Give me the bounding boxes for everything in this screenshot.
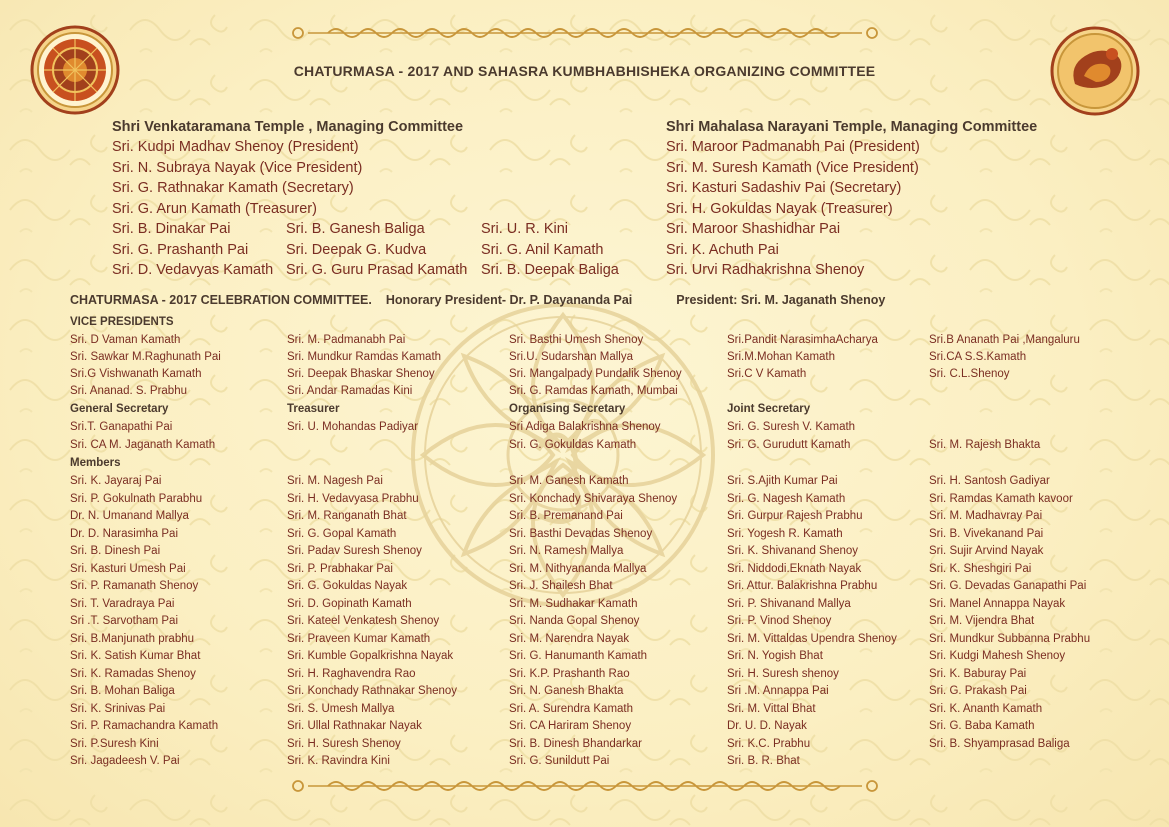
list-item: Sri. P. Vinod Shenoy — [727, 615, 832, 627]
list-item: Sri. Mundkur Ramdas Kamath — [287, 351, 442, 363]
list-item: Sri. B. R. Bhat — [727, 755, 800, 767]
member-line: Sri. Kasturi Sadashiv Pai (Secretary) — [666, 180, 902, 196]
list-item: Sri. K. Srinivas Pai — [70, 702, 166, 715]
list-item: Sri. Basthi Umesh Shenoy — [509, 334, 644, 346]
list-item: Sri. Padav Suresh Shenoy — [287, 545, 422, 557]
member-line: Sri. Maroor Padmanabh Pai (President) — [666, 139, 920, 155]
member-line: Sri. Kudpi Madhav Shenoy (President) — [112, 139, 359, 155]
member-line: Sri. B. Deepak Baliga — [481, 262, 619, 278]
page-title: CHATURMASA - 2017 AND SAHASRA KUMBHABHISHEKA ORGANIZING COMMITTEE — [293, 63, 876, 79]
honorary-president: Honorary President- Dr. P. Dayananda Pai — [385, 293, 633, 307]
member-line: Sri. B. Ganesh Baliga — [286, 221, 425, 237]
list-item: Sri.G Vishwanath Kamath — [70, 368, 202, 380]
list-item: Sri. A. Surendra Kamath — [509, 702, 634, 715]
list-item: Sri.Pandit NarasimhaAcharya — [727, 334, 878, 346]
list-item: Dr. D. Narasimha Pai — [70, 527, 179, 540]
list-item: Sri. B.Manjunath prabhu — [70, 632, 195, 645]
list-item: Sri. K. Sheshgiri Pai — [929, 562, 1032, 575]
list-item: Sri. N. Ganesh Bhakta — [509, 685, 624, 697]
list-item: Sri. G. Baba Kamath — [929, 720, 1035, 732]
list-item: Sri. M. Ganesh Kamath — [509, 475, 629, 487]
list-item: Sri. Kasturi Umesh Pai — [70, 562, 186, 575]
president: President: Sri. M. Jaganath Shenoy — [676, 293, 886, 307]
member-line: Sri. Maroor Shashidhar Pai — [666, 221, 841, 237]
member-line: Sri. B. Dinakar Pai — [112, 221, 231, 237]
list-item: Sri. H. Vedavyasa Prabhu — [287, 492, 419, 505]
mahalasa-heading: Shri Mahalasa Narayani Temple, Managing Committee — [666, 119, 1038, 135]
celebration-title: CHATURMASA - 2017 CELEBRATION COMMITTEE. — [70, 293, 372, 307]
list-item: Sri. Basthi Devadas Shenoy — [509, 527, 653, 540]
list-item: Sri. Attur. Balakrishna Prabhu — [727, 580, 878, 592]
list-item: Sri. H. Raghavendra Rao — [287, 667, 416, 680]
top-ornamental-divider-icon — [288, 24, 882, 42]
list-item: Sri.B Ananath Pai ,Mangaluru — [929, 334, 1080, 346]
member-line: Sri. D. Vedavyas Kamath — [112, 262, 274, 278]
list-item: Sri .M. Annappa Pai — [727, 685, 829, 697]
list-item: Sri. S. Umesh Mallya — [287, 702, 395, 715]
list-item: Sri. M. Vittaldas Upendra Shenoy — [727, 632, 897, 645]
member-line: Sri. G. Rathnakar Kamath (Secretary) — [112, 180, 354, 196]
list-item: Sri.U. Sudarshan Mallya — [509, 351, 633, 363]
list-item: Sri. C.L.Shenoy — [929, 368, 1010, 380]
member-line: Sri. G. Anil Kamath — [481, 242, 604, 258]
member-line: Sri. G. Guru Prasad Kamath — [286, 262, 468, 278]
member-line: Sri. Urvi Radhakrishna Shenoy — [666, 262, 865, 278]
list-item: Sri .T. Sarvotham Pai — [70, 615, 179, 627]
list-item: Sri. P. Gokulnath Parabhu — [70, 492, 203, 505]
section-treasurer: Treasurer — [287, 403, 340, 415]
list-item: Sri. P. Ramachandra Kamath — [70, 720, 219, 732]
list-item: Sri. Yogesh R. Kamath — [727, 527, 843, 540]
list-item: Sri. S.Ajith Kumar Pai — [727, 475, 838, 487]
section-joint-secretary: Joint Secretary — [727, 403, 811, 415]
list-item: Sri. B. Shyamprasad Baliga — [929, 737, 1070, 750]
list-item: Sri. M. Rajesh Bhakta — [929, 439, 1041, 451]
list-item: Sri. K. Baburay Pai — [929, 667, 1027, 680]
list-item: Sri. Kateel Venkatesh Shenoy — [287, 615, 440, 627]
list-item: Sri. Sawkar M.Raghunath Pai — [70, 351, 221, 363]
list-item: Sri. G. Suresh V. Kamath — [727, 421, 856, 433]
list-item: Sri. H. Suresh Shenoy — [287, 737, 401, 750]
member-line: Sri. N. Subraya Nayak (Vice President) — [112, 160, 363, 176]
member-line: Sri. H. Gokuldas Nayak (Treasurer) — [666, 201, 893, 217]
list-item: Sri. Ramdas Kamath kavoor — [929, 492, 1073, 505]
list-item: Sri. M. Nagesh Pai — [287, 475, 383, 487]
list-item: Sri. Gurpur Rajesh Prabhu — [727, 510, 863, 522]
list-item: Sri.C V Kamath — [727, 368, 807, 380]
list-item: Sri. K. Ananth Kamath — [929, 702, 1043, 715]
list-item: Sri. M. Narendra Nayak — [509, 632, 630, 645]
list-item: Sri. K. Ravindra Kini — [287, 755, 390, 767]
list-item: Sri. M. Vittal Bhat — [727, 702, 816, 715]
list-item: Sri. G. Gokuldas Nayak — [287, 580, 408, 592]
list-item: Sri. Mundkur Subbanna Prabhu — [929, 632, 1091, 645]
list-item: Sri. B. Vivekanand Pai — [929, 527, 1044, 540]
list-item: Sri. P. Ramanath Shenoy — [70, 580, 199, 592]
list-item: Sri. G. Devadas Ganapathi Pai — [929, 580, 1087, 592]
list-item: Sri. Sujir Arvind Nayak — [929, 545, 1044, 557]
venkataramana-heading: Shri Venkataramana Temple , Managing Committee — [112, 119, 464, 135]
list-item: Sri. Kudgi Mahesh Shenoy — [929, 650, 1066, 662]
list-item: Sri. M. Nithyananda Mallya — [509, 562, 647, 575]
list-item: Sri. H. Suresh shenoy — [727, 667, 839, 680]
list-item: Sri. G. Nagesh Kamath — [727, 492, 846, 505]
section-vice-presidents: VICE PRESIDENTS — [70, 316, 174, 328]
list-item: Sri. G. Sunildutt Pai — [509, 755, 610, 767]
list-item: Sri. T. Varadraya Pai — [70, 597, 175, 610]
list-item: Sri. D Vaman Kamath — [70, 334, 181, 346]
list-item: Sri. B. Mohan Baliga — [70, 685, 175, 697]
list-item: Sri. K.C. Prabhu — [727, 737, 811, 750]
list-item: Sri. K. Ramadas Shenoy — [70, 667, 196, 680]
list-item: Sri. Kumble Gopalkrishna Nayak — [287, 650, 454, 662]
list-item: Sri. K.P. Prashanth Rao — [509, 667, 630, 680]
list-item: Sri. Andar Ramadas Kini — [287, 385, 413, 397]
list-item: Sri. J. Shailesh Bhat — [509, 580, 613, 592]
list-item: Sri. G. Gopal Kamath — [287, 527, 397, 540]
list-item: Sri. P. Prabhakar Pai — [287, 562, 393, 575]
list-item: Sri. B. Dinesh Bhandarkar — [509, 737, 642, 750]
list-item: Sri. G. Gurudutt Kamath — [727, 439, 851, 451]
list-item: Sri. M. Sudhakar Kamath — [509, 597, 638, 610]
list-item: Sri. G. Prakash Pai — [929, 685, 1027, 697]
member-line: Sri. G. Prashanth Pai — [112, 242, 249, 258]
list-item: Sri. M. Madhavray Pai — [929, 510, 1043, 522]
list-item: Sri. G. Gokuldas Kamath — [509, 439, 637, 451]
list-item: Sri. Konchady Shivaraya Shenoy — [509, 492, 678, 505]
list-item: Sri. B. Premanand Pai — [509, 510, 623, 522]
list-item: Sri. M. Vijendra Bhat — [929, 615, 1035, 627]
section-members: Members — [70, 457, 121, 469]
celebration-heading — [70, 293, 899, 307]
list-item: Sri. Praveen Kumar Kamath — [287, 632, 431, 645]
member-line: Sri. M. Suresh Kamath (Vice President) — [666, 160, 919, 176]
list-item: Sri. B. Dinesh Pai — [70, 545, 161, 557]
list-item: Sri. D. Gopinath Kamath — [287, 597, 412, 610]
list-item: Dr. U. D. Nayak — [727, 720, 807, 732]
list-item: Sri. G. Ramdas Kamath, Mumbai — [509, 385, 678, 397]
section-organising-secretary: Organising Secretary — [509, 403, 626, 415]
list-item: Sri. P. Shivanand Mallya — [727, 597, 851, 610]
list-item: Sri. M. Padmanabh Pai — [287, 334, 406, 346]
list-item: Sri.CA S.S.Kamath — [929, 351, 1027, 363]
list-item: Sri. CA Hariram Shenoy — [509, 720, 632, 732]
list-item: Sri. Niddodi.Eknath Nayak — [727, 562, 862, 575]
list-item: Sri. N. Ramesh Mallya — [509, 545, 624, 557]
member-line: Sri. K. Achuth Pai — [666, 242, 779, 258]
list-item: Sri. Ullal Rathnakar Nayak — [287, 720, 422, 732]
list-item: Sri. Konchady Rathnakar Shenoy — [287, 685, 458, 697]
list-item: Sri. K. Satish Kumar Bhat — [70, 650, 201, 662]
list-item: Sri Adiga Balakrishna Shenoy — [509, 421, 661, 433]
list-item: Sri. K. Jayaraj Pai — [70, 475, 162, 487]
member-line: Sri. U. R. Kini — [481, 221, 569, 237]
list-item: Sri. K. Shivanand Shenoy — [727, 545, 859, 557]
list-item: Sri. Nanda Gopal Shenoy — [509, 615, 640, 627]
list-item: Sri. Manel Annappa Nayak — [929, 597, 1066, 610]
member-line: Sri. G. Arun Kamath (Treasurer) — [112, 201, 317, 217]
list-item: Sri. U. Mohandas Padiyar — [287, 421, 419, 433]
section-general-secretary: General Secretary — [70, 403, 169, 415]
list-item: Sri. Mangalpady Pundalik Shenoy — [509, 368, 682, 380]
list-item: Sri. G. Hanumanth Kamath — [509, 650, 648, 662]
list-item: Dr. N. Umanand Mallya — [70, 510, 189, 522]
list-item: Sri. CA M. Jaganath Kamath — [70, 439, 216, 451]
bottom-ornamental-divider-icon — [288, 777, 882, 795]
list-item: Sri. M. Ranganath Bhat — [287, 510, 407, 522]
list-item: Sri. Jagadeesh V. Pai — [70, 755, 180, 767]
list-item: Sri. P.Suresh Kini — [70, 737, 159, 750]
list-item: Sri. Deepak Bhaskar Shenoy — [287, 368, 435, 380]
list-item: Sri.T. Ganapathi Pai — [70, 421, 173, 433]
list-item: Sri. Ananad. S. Prabhu — [70, 385, 187, 397]
list-item: Sri.M.Mohan Kamath — [727, 351, 836, 363]
member-line: Sri. Deepak G. Kudva — [286, 242, 427, 258]
list-item: Sri. H. Santosh Gadiyar — [929, 475, 1050, 487]
list-item: Sri. N. Yogish Bhat — [727, 650, 823, 662]
